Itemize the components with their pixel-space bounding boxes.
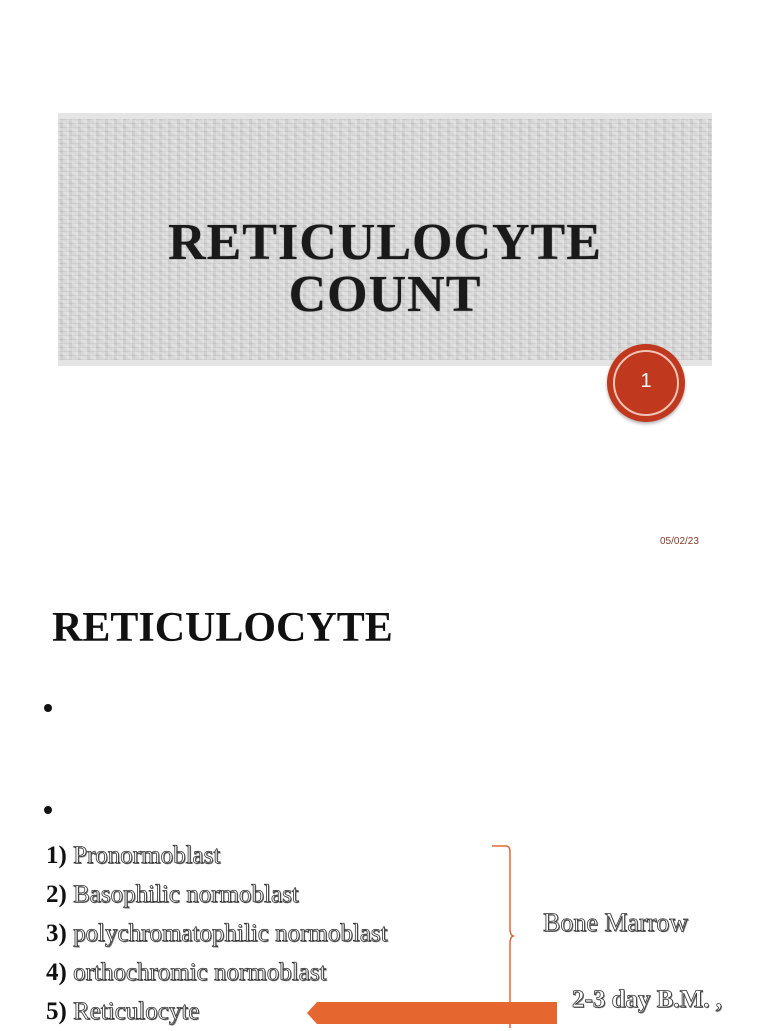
list-item	[46, 836, 388, 875]
content-slide	[0, 574, 768, 1024]
page-number: 1	[640, 370, 652, 392]
title-line-2: COUNT	[288, 266, 482, 323]
slide-title	[58, 214, 712, 323]
title-banner	[58, 113, 712, 366]
stage-name: Reticulocyte	[73, 998, 200, 1025]
stage-number: 3)	[46, 920, 67, 947]
stage-name: Basophilic normoblast	[73, 881, 299, 908]
stage-number: 1)	[46, 842, 67, 869]
slide-date: 05/02/23	[660, 536, 699, 547]
stage-name: orthochromic normoblast	[73, 959, 327, 986]
stage-name: Pronormoblast	[73, 842, 221, 869]
page-number-badge	[607, 344, 685, 422]
days-label: 2-3 day B.M. ,	[572, 986, 722, 1013]
stage-name: polychromatophilic normoblast	[73, 920, 388, 947]
stage-number: 4)	[46, 959, 67, 986]
stage-list	[46, 836, 388, 1031]
slide-heading: RETICULOCYTE	[52, 605, 393, 651]
stage-number: 5)	[46, 998, 67, 1025]
stage-number: 2)	[46, 881, 67, 908]
list-item	[46, 875, 388, 914]
bone-marrow-label: Bone Marrow	[543, 908, 689, 937]
bullet-dot-2	[44, 806, 52, 814]
arrow-bar	[307, 1002, 557, 1024]
title-line-1: RETICULOCYTE	[168, 214, 602, 271]
list-item	[46, 953, 388, 992]
bullet-dot-1	[44, 704, 52, 712]
list-item	[46, 914, 388, 953]
